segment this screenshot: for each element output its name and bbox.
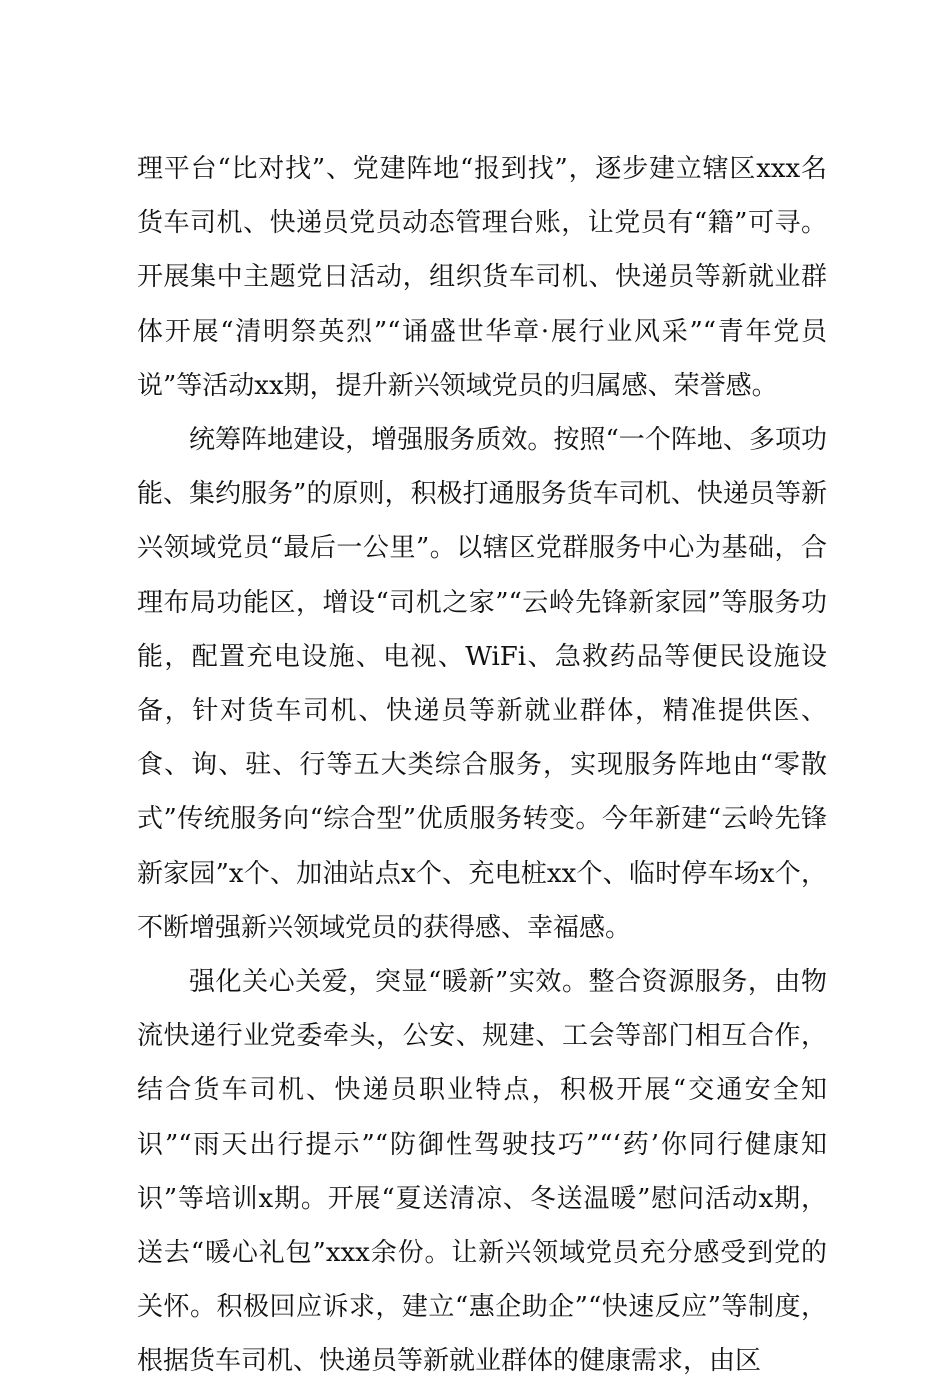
paragraph-continuation: 理平台“比对找”、党建阵地“报到找”，逐步建立辖区xxx名货车司机、快递员党员动态管理台账，让党员有“籍”可寻。开展集中主题党日活动，组织货车司机、快递员等新就业群体开展“清明祭英烈”“诵盛世华章·展行业风采”“青年党员说”等活动xx期，提升新兴领域党员的归属感、荣誉感。	[137, 154, 827, 401]
body-text	[137, 142, 827, 1389]
paragraph-venue-construction: 统筹阵地建设，增强服务质效。按照“一个阵地、多项功能、集约服务”的原则，积极打通服务货车司机、快递员等新兴领域党员“最后一公里”。以辖区党群服务中心为基础，合理布局功能区，增设“司机之家”“云岭先锋新家园”等服务功能，配置充电设施、电视、WiFi、急救药品等便民设施设备，针对货车司机、快递员等新就业群体，精准提供医、食、询、驻、行等五大类综合服务，实现服务阵地由“零散式”传统服务向“综合型”优质服务转变。今年新建“云岭先锋新家园”x个、加油站点x个、充电桩xx个、临时停车场x个，不断增强新兴领域党员的获得感、幸福感。	[137, 425, 827, 943]
paragraph-care-services: 强化关心关爱，突显“暖新”实效。整合资源服务，由物流快递行业党委牵头，公安、规建、工会等部门相互合作，结合货车司机、快递员职业特点，积极开展“交通安全知识”“雨天出行提示”“防御性驾驶技巧”“‘药’你同行健康知识”等培训x期。开展“夏送清凉、冬送温暖”慰问活动x期，送去“暖心礼包”xxx余份。让新兴领域党员充分感受到党的关怀。积极回应诉求，建立“惠企助企”“快速反应”等制度，根据货车司机、快递员等新就业群体的健康需求，由区	[137, 967, 827, 1377]
